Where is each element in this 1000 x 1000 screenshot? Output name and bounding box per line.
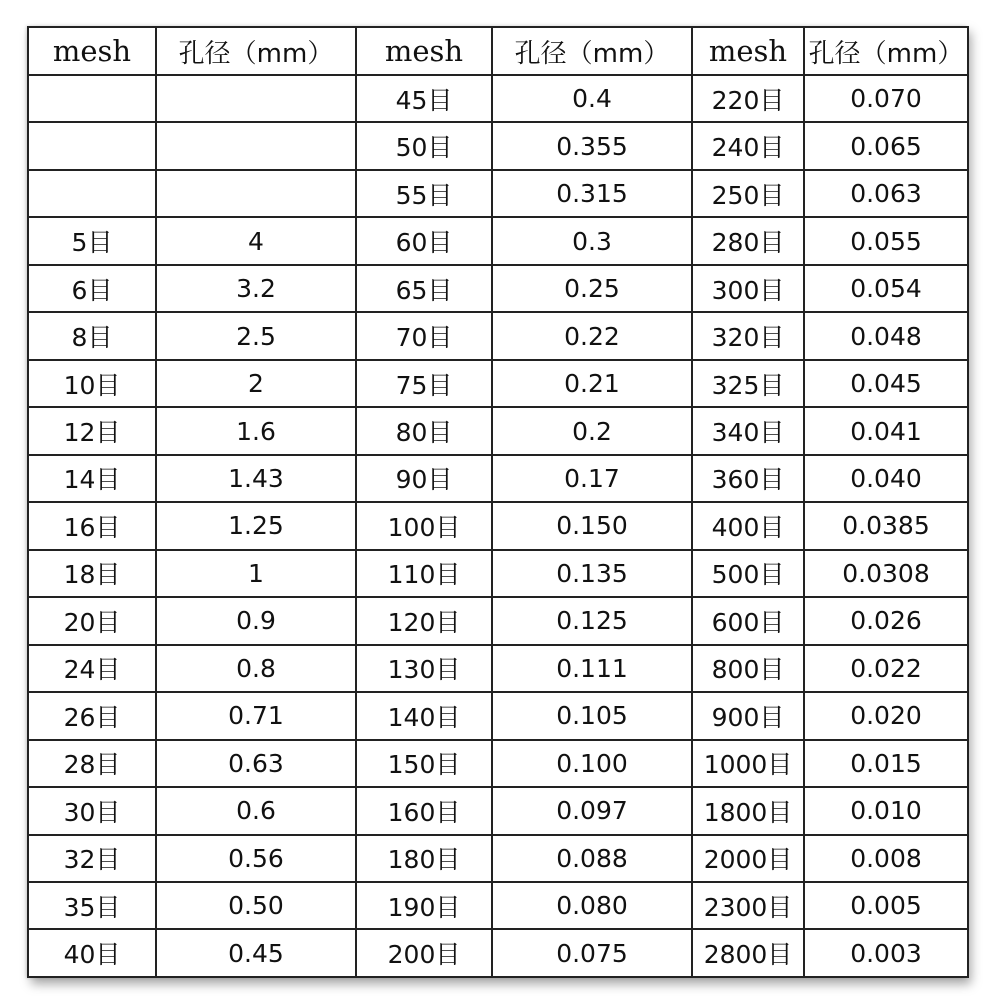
header-aperture-3: 孔径（mm） xyxy=(804,27,968,75)
mesh-cell: 400目 xyxy=(692,502,804,549)
mesh-cell: 800目 xyxy=(692,645,804,692)
aperture-cell: 0.045 xyxy=(804,360,968,407)
aperture-cell: 0.022 xyxy=(804,645,968,692)
aperture-cell: 0.111 xyxy=(492,645,692,692)
mesh-cell: 340目 xyxy=(692,407,804,454)
mesh-cell: 80目 xyxy=(356,407,492,454)
aperture-cell: 0.003 xyxy=(804,929,968,977)
mesh-cell: 900目 xyxy=(692,692,804,739)
aperture-cell: 0.041 xyxy=(804,407,968,454)
aperture-cell: 0.075 xyxy=(492,929,692,977)
mesh-cell: 10目 xyxy=(28,360,156,407)
table-row xyxy=(28,407,968,454)
aperture-cell: 0.008 xyxy=(804,835,968,882)
aperture-cell: 0.355 xyxy=(492,122,692,169)
mesh-cell: 40目 xyxy=(28,929,156,977)
mesh-cell: 500目 xyxy=(692,550,804,597)
mesh-table-sheet xyxy=(27,26,967,978)
mesh-cell: 250目 xyxy=(692,170,804,217)
table-row xyxy=(28,217,968,264)
aperture-cell xyxy=(156,170,356,217)
mesh-cell: 240目 xyxy=(692,122,804,169)
mesh-cell: 45目 xyxy=(356,75,492,122)
mesh-cell: 8目 xyxy=(28,312,156,359)
mesh-cell: 1800目 xyxy=(692,787,804,834)
aperture-cell: 0.25 xyxy=(492,265,692,312)
table-row xyxy=(28,882,968,929)
aperture-cell: 0.105 xyxy=(492,692,692,739)
aperture-cell: 0.0308 xyxy=(804,550,968,597)
mesh-cell: 12目 xyxy=(28,407,156,454)
table-row xyxy=(28,929,968,977)
mesh-cell: 300目 xyxy=(692,265,804,312)
mesh-cell: 70目 xyxy=(356,312,492,359)
mesh-cell: 20目 xyxy=(28,597,156,644)
aperture-cell: 0.054 xyxy=(804,265,968,312)
mesh-cell: 130目 xyxy=(356,645,492,692)
aperture-cell: 0.048 xyxy=(804,312,968,359)
table-row xyxy=(28,75,968,122)
aperture-cell: 0.3 xyxy=(492,217,692,264)
aperture-cell: 0.015 xyxy=(804,740,968,787)
aperture-cell: 0.005 xyxy=(804,882,968,929)
aperture-cell: 0.150 xyxy=(492,502,692,549)
mesh-cell: 2800目 xyxy=(692,929,804,977)
mesh-cell: 16目 xyxy=(28,502,156,549)
table-row xyxy=(28,645,968,692)
mesh-cell: 110目 xyxy=(356,550,492,597)
aperture-cell: 3.2 xyxy=(156,265,356,312)
mesh-cell: 14目 xyxy=(28,455,156,502)
aperture-cell: 0.2 xyxy=(492,407,692,454)
table-row xyxy=(28,835,968,882)
table-row xyxy=(28,502,968,549)
mesh-cell xyxy=(28,170,156,217)
table-row xyxy=(28,170,968,217)
mesh-cell: 600目 xyxy=(692,597,804,644)
mesh-cell: 360目 xyxy=(692,455,804,502)
aperture-cell: 0.17 xyxy=(492,455,692,502)
mesh-cell: 75目 xyxy=(356,360,492,407)
mesh-cell: 325目 xyxy=(692,360,804,407)
mesh-cell: 26目 xyxy=(28,692,156,739)
header-mesh-3: mesh xyxy=(692,27,804,75)
mesh-size-table xyxy=(27,26,969,978)
table-row xyxy=(28,692,968,739)
aperture-cell: 0.097 xyxy=(492,787,692,834)
mesh-cell: 160目 xyxy=(356,787,492,834)
mesh-cell: 65目 xyxy=(356,265,492,312)
aperture-cell: 2 xyxy=(156,360,356,407)
mesh-cell: 100目 xyxy=(356,502,492,549)
table-row xyxy=(28,122,968,169)
mesh-cell: 140目 xyxy=(356,692,492,739)
mesh-cell: 220目 xyxy=(692,75,804,122)
aperture-cell: 1.25 xyxy=(156,502,356,549)
aperture-cell: 0.4 xyxy=(492,75,692,122)
aperture-cell: 0.6 xyxy=(156,787,356,834)
aperture-cell: 0.125 xyxy=(492,597,692,644)
header-mesh-2: mesh xyxy=(356,27,492,75)
aperture-cell: 1.6 xyxy=(156,407,356,454)
table-row xyxy=(28,360,968,407)
mesh-cell: 120目 xyxy=(356,597,492,644)
mesh-cell: 150目 xyxy=(356,740,492,787)
aperture-cell: 0.45 xyxy=(156,929,356,977)
aperture-cell: 2.5 xyxy=(156,312,356,359)
table-body xyxy=(28,75,968,977)
mesh-cell: 55目 xyxy=(356,170,492,217)
mesh-cell: 32目 xyxy=(28,835,156,882)
aperture-cell: 0.0385 xyxy=(804,502,968,549)
aperture-cell xyxy=(156,75,356,122)
aperture-cell: 1.43 xyxy=(156,455,356,502)
mesh-cell: 60目 xyxy=(356,217,492,264)
aperture-cell: 0.026 xyxy=(804,597,968,644)
mesh-cell: 6目 xyxy=(28,265,156,312)
aperture-cell: 0.21 xyxy=(492,360,692,407)
header-mesh-1: mesh xyxy=(28,27,156,75)
mesh-cell: 18目 xyxy=(28,550,156,597)
aperture-cell: 0.22 xyxy=(492,312,692,359)
header-aperture-2: 孔径（mm） xyxy=(492,27,692,75)
mesh-cell: 24目 xyxy=(28,645,156,692)
aperture-cell: 0.63 xyxy=(156,740,356,787)
aperture-cell: 0.315 xyxy=(492,170,692,217)
aperture-cell: 0.50 xyxy=(156,882,356,929)
mesh-cell: 30目 xyxy=(28,787,156,834)
mesh-cell: 180目 xyxy=(356,835,492,882)
aperture-cell: 0.040 xyxy=(804,455,968,502)
header-row xyxy=(28,27,968,75)
mesh-cell: 2000目 xyxy=(692,835,804,882)
aperture-cell: 0.088 xyxy=(492,835,692,882)
mesh-cell: 200目 xyxy=(356,929,492,977)
aperture-cell: 0.71 xyxy=(156,692,356,739)
mesh-cell: 5目 xyxy=(28,217,156,264)
aperture-cell xyxy=(156,122,356,169)
mesh-cell: 2300目 xyxy=(692,882,804,929)
aperture-cell: 0.8 xyxy=(156,645,356,692)
table-row xyxy=(28,312,968,359)
table-row xyxy=(28,740,968,787)
aperture-cell: 0.070 xyxy=(804,75,968,122)
aperture-cell: 0.56 xyxy=(156,835,356,882)
table-row xyxy=(28,455,968,502)
header-aperture-1: 孔径（mm） xyxy=(156,27,356,75)
mesh-cell xyxy=(28,122,156,169)
aperture-cell: 0.065 xyxy=(804,122,968,169)
mesh-cell: 1000目 xyxy=(692,740,804,787)
aperture-cell: 0.010 xyxy=(804,787,968,834)
aperture-cell: 0.020 xyxy=(804,692,968,739)
table-row xyxy=(28,787,968,834)
table-row xyxy=(28,597,968,644)
mesh-cell: 35目 xyxy=(28,882,156,929)
aperture-cell: 0.100 xyxy=(492,740,692,787)
mesh-cell: 50目 xyxy=(356,122,492,169)
mesh-cell: 190目 xyxy=(356,882,492,929)
aperture-cell: 0.9 xyxy=(156,597,356,644)
aperture-cell: 1 xyxy=(156,550,356,597)
table-row xyxy=(28,550,968,597)
mesh-cell: 90目 xyxy=(356,455,492,502)
mesh-cell: 320目 xyxy=(692,312,804,359)
mesh-cell: 28目 xyxy=(28,740,156,787)
table-row xyxy=(28,265,968,312)
aperture-cell: 0.135 xyxy=(492,550,692,597)
aperture-cell: 0.080 xyxy=(492,882,692,929)
aperture-cell: 0.063 xyxy=(804,170,968,217)
mesh-cell xyxy=(28,75,156,122)
mesh-cell: 280目 xyxy=(692,217,804,264)
aperture-cell: 0.055 xyxy=(804,217,968,264)
aperture-cell: 4 xyxy=(156,217,356,264)
